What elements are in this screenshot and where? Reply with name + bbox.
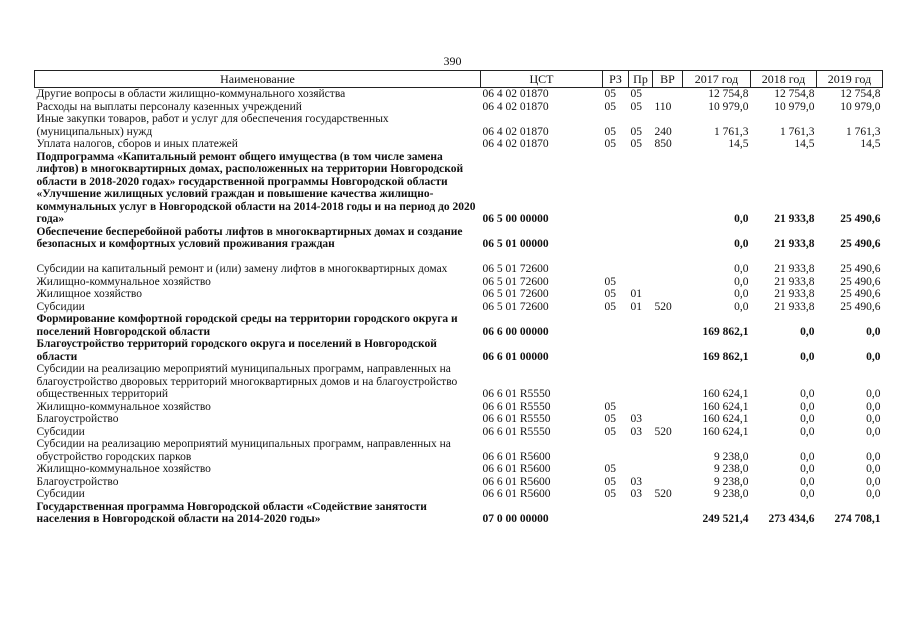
- cell-y2019: 25 490,6: [840, 213, 881, 225]
- cell-rz: 05: [604, 475, 616, 488]
- cell-y2018: 0,0: [800, 400, 815, 413]
- cell-y2018: 21 933,8: [774, 300, 815, 313]
- table-row: [35, 438, 883, 463]
- cell-rz: 05: [604, 88, 616, 100]
- cell-y2017: 9 238,0: [714, 488, 749, 500]
- cell-y2017: 0,0: [734, 300, 749, 313]
- cell-y2019: 25 490,6: [840, 288, 881, 300]
- table-row: [35, 288, 883, 301]
- cell-pr: 03: [630, 413, 642, 425]
- cell-name: Субсидии на капитальный ремонт и (или) замену лифтов в многоквартирных домах: [36, 263, 448, 275]
- cell-name: Уплата налогов, сборов и иных платежей: [36, 138, 238, 150]
- cell-cst: 06 4 02 01870: [482, 100, 549, 113]
- cell-pr: [629, 251, 653, 276]
- table-row: [35, 301, 883, 314]
- cell-name: Субсидии: [36, 488, 85, 500]
- cell-y2017: 160 624,1: [702, 388, 749, 400]
- cell-y2017: 0,0: [734, 213, 749, 225]
- cell-rz: 05: [604, 100, 616, 113]
- cell-cst: 06 6 01 R5550: [482, 425, 551, 438]
- cell-vr: 850: [654, 138, 672, 150]
- table-row: [35, 151, 883, 226]
- cell-y2017: 160 624,1: [702, 413, 749, 425]
- cell-y2019: 25 490,6: [840, 263, 881, 275]
- cell-vr: 520: [654, 425, 672, 438]
- cell-cst: 06 5 01 72600: [482, 275, 549, 288]
- table-row: [35, 463, 883, 476]
- cell-name: Субсидии на реализацию мероприятий муниципальных программ, направленных на благоустройство дворовых территорий многоквартирных домов и на благоустройство общественных территорий: [36, 363, 458, 400]
- cell-cst: 06 5 01 72600: [482, 263, 549, 275]
- cell-name: Формирование комфортной городской среды на территории городского округа и поселений Новгородской области: [36, 313, 458, 338]
- cell-cst: 06 6 01 R5550: [482, 400, 551, 413]
- cell-name: Иные закупки товаров, работ и услуг для обеспечения государственных (муниципальных) нужд: [36, 113, 389, 138]
- header-2018: 2018 год: [751, 71, 817, 88]
- cell-y2017: 0,0: [734, 263, 749, 275]
- cell-y2018: 273 434,6: [768, 513, 815, 525]
- cell-y2018: 0,0: [800, 350, 815, 363]
- cell-y2017: 0,0: [734, 275, 749, 288]
- cell-cst: 06 6 00 00000: [482, 325, 549, 338]
- cell-vr: [653, 288, 683, 301]
- cell-name: Обеспечение бесперебойной работы лифтов в многоквартирных домах и создание безопасных и комфортных условий проживания граждан: [36, 225, 463, 250]
- cell-y2019: 0,0: [866, 475, 881, 488]
- cell-name: Благоустройство: [36, 413, 119, 425]
- cell-pr: [629, 338, 653, 363]
- cell-y2019: 25 490,6: [840, 238, 881, 250]
- cell-rz: [603, 501, 629, 526]
- table-row: [35, 401, 883, 414]
- cell-vr: [653, 438, 683, 463]
- header-rz: РЗ: [603, 71, 629, 88]
- table-row: [35, 226, 883, 251]
- cell-vr: [653, 413, 683, 426]
- cell-vr: [653, 476, 683, 489]
- header-vr: ВР: [653, 71, 683, 88]
- cell-y2017: 160 624,1: [702, 425, 749, 438]
- cell-y2019: 0,0: [866, 463, 881, 475]
- cell-y2019: 274 708,1: [834, 513, 881, 525]
- budget-table: [34, 70, 883, 526]
- cell-y2017: 0,0: [734, 288, 749, 300]
- cell-vr: [653, 313, 683, 338]
- cell-pr: [629, 226, 653, 251]
- cell-pr: [629, 463, 653, 476]
- cell-y2019: 0,0: [866, 425, 881, 438]
- cell-y2017: 14,5: [728, 138, 749, 150]
- cell-y2019: 1 761,3: [846, 125, 881, 138]
- cell-cst: 06 6 01 R5550: [482, 388, 551, 400]
- cell-name: Другие вопросы в области жилищно-коммунального хозяйства: [36, 88, 346, 100]
- cell-vr: [653, 226, 683, 251]
- cell-y2018: 21 933,8: [774, 288, 815, 300]
- cell-pr: [629, 313, 653, 338]
- cell-y2018: 14,5: [794, 138, 815, 150]
- cell-name: Благоустройство территорий городского округа и поселений в Новгородской области: [36, 338, 437, 363]
- cell-rz: 05: [604, 300, 616, 313]
- cell-rz: 05: [604, 413, 616, 425]
- cell-name: Жилищно-коммунальное хозяйство: [36, 275, 211, 288]
- cell-pr: [629, 151, 653, 226]
- cell-vr: [653, 501, 683, 526]
- cell-name: Субсидии: [36, 300, 85, 313]
- cell-y2018: 0,0: [800, 388, 815, 400]
- cell-y2018: 0,0: [800, 325, 815, 338]
- cell-y2019: 0,0: [866, 488, 881, 500]
- cell-rz: 05: [604, 463, 616, 475]
- cell-cst: 06 4 02 01870: [482, 125, 549, 138]
- cell-y2019: 25 490,6: [840, 275, 881, 288]
- table-row: [35, 113, 883, 138]
- table-row: [35, 138, 883, 151]
- cell-y2019: 0,0: [866, 400, 881, 413]
- cell-y2019: 0,0: [866, 450, 881, 463]
- cell-pr: [629, 438, 653, 463]
- table-row: [35, 501, 883, 526]
- cell-y2018: 21 933,8: [774, 213, 815, 225]
- cell-y2019: 0,0: [866, 413, 881, 425]
- cell-rz: [603, 251, 629, 276]
- cell-y2017: 169 862,1: [702, 325, 749, 338]
- cell-vr: [653, 151, 683, 226]
- cell-pr: [629, 501, 653, 526]
- cell-pr: 03: [630, 425, 642, 438]
- table-row: [35, 363, 883, 401]
- table-row: [35, 338, 883, 363]
- cell-vr: [653, 251, 683, 276]
- cell-y2017: 1 761,3: [714, 125, 749, 138]
- cell-y2019: 14,5: [860, 138, 881, 150]
- cell-y2019: 12 754,8: [840, 88, 881, 100]
- cell-rz: 05: [604, 275, 616, 288]
- cell-cst: 06 5 01 72600: [482, 300, 549, 313]
- table-row: [35, 313, 883, 338]
- cell-vr: [653, 276, 683, 289]
- table-row: [35, 413, 883, 426]
- cell-rz: [603, 363, 629, 401]
- cell-rz: [603, 338, 629, 363]
- cell-name: Благоустройство: [36, 475, 119, 488]
- cell-pr: 01: [630, 300, 642, 313]
- cell-rz: [603, 151, 629, 226]
- cell-cst: 06 6 01 R5600: [482, 475, 551, 488]
- table-row: [35, 251, 883, 276]
- cell-y2019: 10 979,0: [840, 100, 881, 113]
- cell-cst: 06 4 02 01870: [482, 138, 549, 150]
- cell-cst: 06 4 02 01870: [482, 88, 549, 100]
- cell-y2017: 12 754,8: [708, 88, 749, 100]
- cell-y2019: 25 490,6: [840, 300, 881, 313]
- table-row: [35, 276, 883, 289]
- table-header-row: [35, 71, 883, 88]
- cell-cst: 06 6 01 R5600: [482, 488, 551, 500]
- cell-y2017: 169 862,1: [702, 350, 749, 363]
- cell-pr: 05: [630, 88, 642, 100]
- table-body: [35, 88, 883, 526]
- cell-vr: [653, 463, 683, 476]
- cell-pr: [629, 401, 653, 414]
- cell-rz: 05: [604, 288, 616, 300]
- cell-vr: [653, 88, 683, 101]
- table-row: [35, 88, 883, 101]
- cell-y2019: 0,0: [866, 388, 881, 400]
- table-row: [35, 476, 883, 489]
- header-cst: ЦСТ: [481, 71, 603, 88]
- cell-cst: 06 6 01 R5600: [482, 463, 551, 475]
- cell-pr: 03: [630, 488, 642, 500]
- cell-pr: 03: [630, 475, 642, 488]
- cell-y2018: 0,0: [800, 475, 815, 488]
- cell-cst: 06 6 01 00000: [482, 350, 549, 363]
- cell-name: Субсидии на реализацию мероприятий муниципальных программ, направленных на обустройство городских парков: [36, 438, 451, 463]
- cell-name: Государственная программа Новгородской области «Содействие занятости населения в Новгородской области на 2014-2020 годы»: [36, 500, 427, 525]
- cell-rz: 05: [604, 425, 616, 438]
- cell-vr: 520: [654, 300, 672, 313]
- cell-rz: [603, 438, 629, 463]
- header-name: Наименование: [35, 71, 481, 88]
- cell-cst: 06 5 01 72600: [482, 288, 549, 300]
- cell-name: Жилищное хозяйство: [36, 288, 143, 300]
- cell-y2018: 0,0: [800, 450, 815, 463]
- cell-y2017: 0,0: [734, 238, 749, 250]
- cell-y2018: 12 754,8: [774, 88, 815, 100]
- table-row: [35, 101, 883, 114]
- cell-vr: 520: [654, 488, 672, 500]
- cell-rz: 05: [604, 400, 616, 413]
- cell-y2018: 1 761,3: [780, 125, 815, 138]
- cell-y2017: 10 979,0: [708, 100, 749, 113]
- cell-y2018: 0,0: [800, 488, 815, 500]
- cell-y2017: 9 238,0: [714, 450, 749, 463]
- cell-y2018: 0,0: [800, 413, 815, 425]
- cell-y2018: 21 933,8: [774, 275, 815, 288]
- cell-name: Жилищно-коммунальное хозяйство: [36, 400, 211, 413]
- page-number: 390: [443, 54, 462, 68]
- cell-pr: 05: [630, 100, 642, 113]
- cell-rz: 05: [604, 138, 616, 150]
- cell-cst: 06 6 01 R5600: [482, 450, 551, 463]
- cell-y2017: 249 521,4: [702, 513, 749, 525]
- table-row: [35, 488, 883, 501]
- cell-cst: 06 5 00 00000: [482, 213, 549, 225]
- cell-y2019: 0,0: [866, 325, 881, 338]
- cell-y2018: 10 979,0: [774, 100, 815, 113]
- cell-vr: 240: [654, 125, 672, 138]
- cell-y2017: 160 624,1: [702, 400, 749, 413]
- cell-vr: [653, 363, 683, 401]
- cell-rz: 05: [604, 488, 616, 500]
- cell-name: Расходы на выплаты персоналу казенных учреждений: [36, 100, 302, 113]
- header-2019: 2019 год: [817, 71, 883, 88]
- cell-y2018: 0,0: [800, 463, 815, 475]
- cell-pr: 05: [630, 138, 642, 150]
- cell-rz: [603, 226, 629, 251]
- table-row: [35, 426, 883, 439]
- cell-name: Жилищно-коммунальное хозяйство: [36, 463, 211, 475]
- cell-rz: [603, 313, 629, 338]
- cell-cst: 06 5 01 00000: [482, 238, 549, 250]
- cell-y2018: 0,0: [800, 425, 815, 438]
- cell-pr: [629, 276, 653, 289]
- cell-name: Подпрограмма «Капитальный ремонт общего имущества (в том числе замена лифтов) в многоквартирных домах, расположенных на территории Новгородской области в 2018-2020 годах» государственной программы Новгородской области «Улучшение жилищных условий граждан и повышение качества жилищно-коммунальных услуг в Новгородской области на 2014-2018 годы и на период до 2020 года»: [36, 150, 476, 225]
- cell-vr: [653, 401, 683, 414]
- cell-pr: 05: [630, 125, 642, 138]
- cell-y2019: 0,0: [866, 350, 881, 363]
- cell-y2018: 21 933,8: [774, 238, 815, 250]
- cell-y2017: 9 238,0: [714, 475, 749, 488]
- cell-vr: 110: [654, 100, 672, 113]
- cell-rz: 05: [604, 125, 616, 138]
- header-pr: Пр: [629, 71, 653, 88]
- cell-vr: [653, 338, 683, 363]
- cell-pr: [629, 363, 653, 401]
- cell-cst: 06 6 01 R5550: [482, 413, 551, 425]
- cell-y2017: 9 238,0: [714, 463, 749, 475]
- cell-pr: 01: [630, 288, 642, 300]
- cell-cst: 07 0 00 00000: [482, 513, 549, 525]
- header-2017: 2017 год: [683, 71, 751, 88]
- cell-y2018: 21 933,8: [774, 263, 815, 275]
- cell-name: Субсидии: [36, 425, 85, 438]
